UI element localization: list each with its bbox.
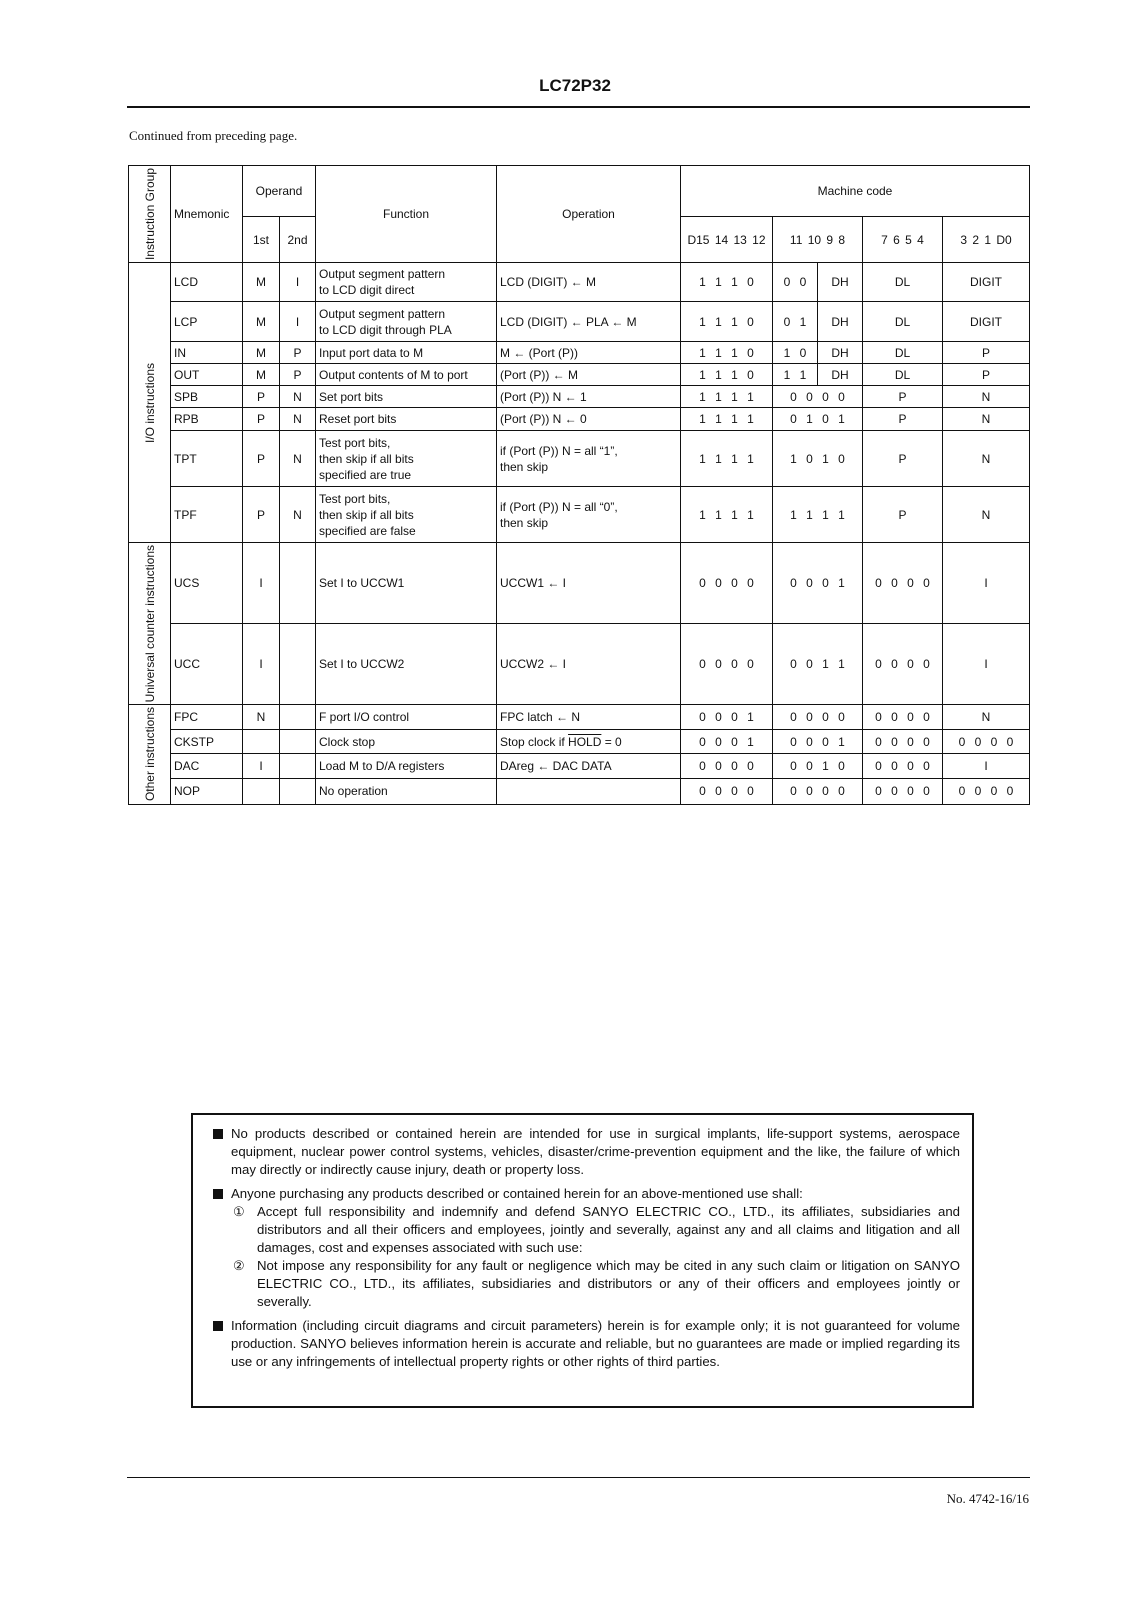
machine-code-bits: 0 0 0 0 [681, 543, 773, 624]
header-instruction-group: Instruction Group [129, 166, 171, 263]
machine-code-bits: 0 0 0 0 [681, 624, 773, 705]
function-cell: Set I to UCCW1 [316, 543, 497, 624]
table-row [129, 754, 1030, 778]
operand-1st-cell: I [243, 543, 280, 624]
disclaimer-subtext: Accept full responsibility and indemnify and defend SANYO ELECTRIC CO., LTD., its affiliates, subsidiaries and distributors and all their officers and employees, jointly and severally, against any and all claims and litigation and all damages, cost and expenses associated with such use: [257, 1204, 960, 1255]
operation-cell: (Port (P)) N ← 0 [497, 408, 681, 431]
machine-code-bits: I [943, 624, 1030, 705]
machine-code-bits: 0 0 0 0 [681, 778, 773, 804]
instruction-group-label: Other instructions [129, 705, 171, 804]
operand-1st-cell: M [243, 263, 280, 302]
machine-code-bits: 1 1 1 0 [681, 364, 773, 386]
operation-cell: (Port (P)) N ← 1 [497, 386, 681, 408]
machine-code-bits: I [943, 543, 1030, 624]
machine-code-bits: 1 1 [773, 364, 818, 386]
machine-code-bits: N [943, 705, 1030, 729]
operand-2nd-cell [280, 729, 316, 753]
operand-1st-cell: M [243, 302, 280, 342]
operand-2nd-cell [280, 624, 316, 705]
machine-code-bits: 0 0 0 0 [863, 624, 943, 705]
table-row [129, 487, 1030, 543]
machine-code-bits: 0 0 0 1 [773, 543, 863, 624]
machine-code-bits: 0 0 0 0 [943, 778, 1030, 804]
machine-code-bits: 0 0 0 0 [773, 705, 863, 729]
operation-cell: if (Port (P)) N = all “1”, then skip [497, 431, 681, 487]
operand-1st-cell: I [243, 754, 280, 778]
machine-code-bits: 0 0 1 1 [773, 624, 863, 705]
mnemonic-cell: UCS [171, 543, 243, 624]
table-row [129, 705, 1030, 729]
machine-code-bits: N [943, 408, 1030, 431]
header-operand-1st: 1st [243, 217, 280, 263]
function-cell: Input port data to M [316, 342, 497, 364]
machine-code-field: DH [818, 342, 863, 364]
machine-code-bits: 0 0 1 0 [773, 754, 863, 778]
machine-code-bits: 1 1 1 1 [681, 431, 773, 487]
operation-cell [497, 778, 681, 804]
function-cell: Output segment pattern to LCD digit through PLA [316, 302, 497, 342]
operand-1st-cell [243, 778, 280, 804]
disclaimer-item [213, 1317, 960, 1371]
operand-2nd-cell [280, 754, 316, 778]
machine-code-bits: 0 0 [773, 263, 818, 302]
machine-code-bits: 0 0 0 0 [863, 778, 943, 804]
function-cell: Load M to D/A registers [316, 754, 497, 778]
footer-rule [127, 1477, 1030, 1478]
table-row [129, 342, 1030, 364]
operand-1st-cell: P [243, 487, 280, 543]
machine-code-bits: I [943, 754, 1030, 778]
table-row [129, 408, 1030, 431]
circled-number: ② [233, 1258, 245, 1273]
machine-code-bits: 0 0 0 0 [863, 754, 943, 778]
disclaimer-box [191, 1113, 974, 1408]
machine-code-bits: 0 1 [773, 302, 818, 342]
header-bits-11-8: 11 10 9 8 [773, 217, 863, 263]
operand-2nd-cell: N [280, 408, 316, 431]
operation-cell: (Port (P)) ← M [497, 364, 681, 386]
continued-note: Continued from preceding page. [129, 128, 298, 143]
disclaimer-text: No products described or contained herein are intended for use in surgical implants, life-support systems, aerospace equipment, nuclear power control systems, vehicles, disaster/crime-prevention equipment and the like, the failure of which may directly or indirectly cause injury, death or property loss. [231, 1126, 960, 1177]
machine-code-bits: 0 0 0 0 [863, 543, 943, 624]
machine-code-bits: DL [863, 342, 943, 364]
function-cell: Set I to UCCW2 [316, 624, 497, 705]
operand-2nd-cell: N [280, 487, 316, 543]
function-cell: Test port bits, then skip if all bits specified are true [316, 431, 497, 487]
mnemonic-cell: CKSTP [171, 729, 243, 753]
operand-2nd-cell: P [280, 342, 316, 364]
mnemonic-cell: SPB [171, 386, 243, 408]
machine-code-field: DH [818, 364, 863, 386]
operand-2nd-cell: P [280, 364, 316, 386]
operand-2nd-cell [280, 705, 316, 729]
operand-1st-cell: M [243, 342, 280, 364]
operand-1st-cell: P [243, 386, 280, 408]
machine-code-bits: P [863, 386, 943, 408]
operand-1st-cell: P [243, 431, 280, 487]
disclaimer-subtext: Not impose any responsibility for any fault or negligence which may be cited in any such claim or litigation on SANYO ELECTRIC CO., LTD., its affiliates, subsidiaries and distributors or any of their officers and employees jointly or severally. [257, 1258, 960, 1309]
machine-code-bits: P [943, 342, 1030, 364]
mnemonic-cell: DAC [171, 754, 243, 778]
machine-code-bits: P [863, 487, 943, 543]
machine-code-bits: P [943, 364, 1030, 386]
machine-code-bits: DL [863, 364, 943, 386]
circled-number: ① [233, 1204, 245, 1219]
mnemonic-cell: LCD [171, 263, 243, 302]
machine-code-bits: N [943, 431, 1030, 487]
operation-cell: LCD (DIGIT) ← M [497, 263, 681, 302]
operand-2nd-cell: I [280, 302, 316, 342]
operation-cell: Stop clock if HOLD = 0 [497, 729, 681, 753]
disclaimer-item [213, 1185, 960, 1311]
operation-cell: DAreg ← DAC DATA [497, 754, 681, 778]
machine-code-bits: 1 1 1 1 [681, 408, 773, 431]
header-bits-15-12: D15 14 13 12 [681, 217, 773, 263]
bullet-icon [213, 1129, 223, 1139]
function-cell: Reset port bits [316, 408, 497, 431]
machine-code-bits: 0 0 0 0 [863, 705, 943, 729]
machine-code-field: DH [818, 302, 863, 342]
operand-2nd-cell [280, 778, 316, 804]
machine-code-bits: 1 1 1 1 [773, 487, 863, 543]
disclaimer-text: Information (including circuit diagrams and circuit parameters) herein is for example only; it is not guaranteed for volume production. SANYO believes information herein is accurate and reliable, but no guarantees are made or implied regarding its use or any infringements of intellectual property rights or other rights of third parties. [231, 1318, 960, 1369]
mnemonic-cell: IN [171, 342, 243, 364]
disclaimer-item [213, 1125, 960, 1179]
function-cell: No operation [316, 778, 497, 804]
machine-code-bits: 0 0 0 1 [681, 705, 773, 729]
operand-2nd-cell: I [280, 263, 316, 302]
machine-code-bits: 0 0 0 0 [773, 778, 863, 804]
operation-cell: LCD (DIGIT) ← PLA ← M [497, 302, 681, 342]
operand-1st-cell: M [243, 364, 280, 386]
instruction-group-label: Universal counter instructions [129, 543, 171, 705]
operation-cell: UCCW1 ← I [497, 543, 681, 624]
mnemonic-cell: UCC [171, 624, 243, 705]
table-row [129, 543, 1030, 624]
machine-code-bits: 1 1 1 0 [681, 302, 773, 342]
operand-2nd-cell [280, 543, 316, 624]
mnemonic-cell: TPT [171, 431, 243, 487]
header-function: Function [316, 166, 497, 263]
operand-1st-cell [243, 729, 280, 753]
page-number: No. 4742-16/16 [946, 1491, 1029, 1506]
machine-code-bits: P [863, 408, 943, 431]
function-cell: Output segment pattern to LCD digit direct [316, 263, 497, 302]
machine-code-bits: 0 1 0 1 [773, 408, 863, 431]
machine-code-bits: DIGIT [943, 302, 1030, 342]
machine-code-bits: DL [863, 263, 943, 302]
machine-code-bits: 0 0 0 1 [773, 729, 863, 753]
operand-1st-cell: P [243, 408, 280, 431]
machine-code-bits: 0 0 0 1 [681, 729, 773, 753]
operand-2nd-cell: N [280, 431, 316, 487]
operand-1st-cell: I [243, 624, 280, 705]
machine-code-bits: 1 0 [773, 342, 818, 364]
machine-code-field: DH [818, 263, 863, 302]
machine-code-bits: 1 1 1 0 [681, 342, 773, 364]
header-operand-2nd: 2nd [280, 217, 316, 263]
bullet-icon [213, 1189, 223, 1199]
bullet-icon [213, 1321, 223, 1331]
machine-code-bits: DL [863, 302, 943, 342]
header-mnemonic: Mnemonic [171, 166, 243, 263]
mnemonic-cell: FPC [171, 705, 243, 729]
machine-code-bits: 0 0 0 0 [943, 729, 1030, 753]
disclaimer-text: Anyone purchasing any products described or contained herein for an above-mentioned use shall: [231, 1186, 803, 1201]
machine-code-bits: P [863, 431, 943, 487]
mnemonic-cell: LCP [171, 302, 243, 342]
disclaimer-subitem [213, 1257, 960, 1311]
header-operand: Operand [243, 166, 316, 217]
machine-code-bits: 0 0 0 0 [681, 754, 773, 778]
function-cell: Set port bits [316, 386, 497, 408]
mnemonic-cell: OUT [171, 364, 243, 386]
table-row [129, 386, 1030, 408]
header-machine-code: Machine code [681, 166, 1030, 217]
table-row [129, 263, 1030, 302]
operation-cell: FPC latch ← N [497, 705, 681, 729]
table-row [129, 729, 1030, 753]
machine-code-bits: 1 1 1 0 [681, 263, 773, 302]
instruction-table [128, 165, 1030, 805]
operation-cell: M ← (Port (P)) [497, 342, 681, 364]
function-cell: Output contents of M to port [316, 364, 497, 386]
table-row [129, 778, 1030, 804]
machine-code-bits: 0 0 0 0 [863, 729, 943, 753]
machine-code-bits: DIGIT [943, 263, 1030, 302]
instruction-group-label: I/O instructions [129, 263, 171, 543]
operand-1st-cell: N [243, 705, 280, 729]
machine-code-bits: N [943, 386, 1030, 408]
machine-code-bits: 1 0 1 0 [773, 431, 863, 487]
function-cell: Clock stop [316, 729, 497, 753]
header-bits-3-0: 3 2 1 D0 [943, 217, 1030, 263]
operand-2nd-cell: N [280, 386, 316, 408]
table-row [129, 431, 1030, 487]
operation-cell: if (Port (P)) N = all “0”, then skip [497, 487, 681, 543]
header-rule [127, 106, 1030, 108]
page-title: LC72P32 [539, 76, 611, 95]
mnemonic-cell: NOP [171, 778, 243, 804]
machine-code-bits: 1 1 1 1 [681, 487, 773, 543]
disclaimer-subitem [213, 1203, 960, 1257]
table-row [129, 302, 1030, 342]
mnemonic-cell: RPB [171, 408, 243, 431]
header-operation: Operation [497, 166, 681, 263]
function-cell: Test port bits, then skip if all bits specified are false [316, 487, 497, 543]
operation-cell: UCCW2 ← I [497, 624, 681, 705]
header-bits-7-4: 7 6 5 4 [863, 217, 943, 263]
machine-code-bits: N [943, 487, 1030, 543]
table-row [129, 364, 1030, 386]
table-row [129, 624, 1030, 705]
machine-code-bits: 0 0 0 0 [773, 386, 863, 408]
function-cell: F port I/O control [316, 705, 497, 729]
machine-code-bits: 1 1 1 1 [681, 386, 773, 408]
mnemonic-cell: TPF [171, 487, 243, 543]
